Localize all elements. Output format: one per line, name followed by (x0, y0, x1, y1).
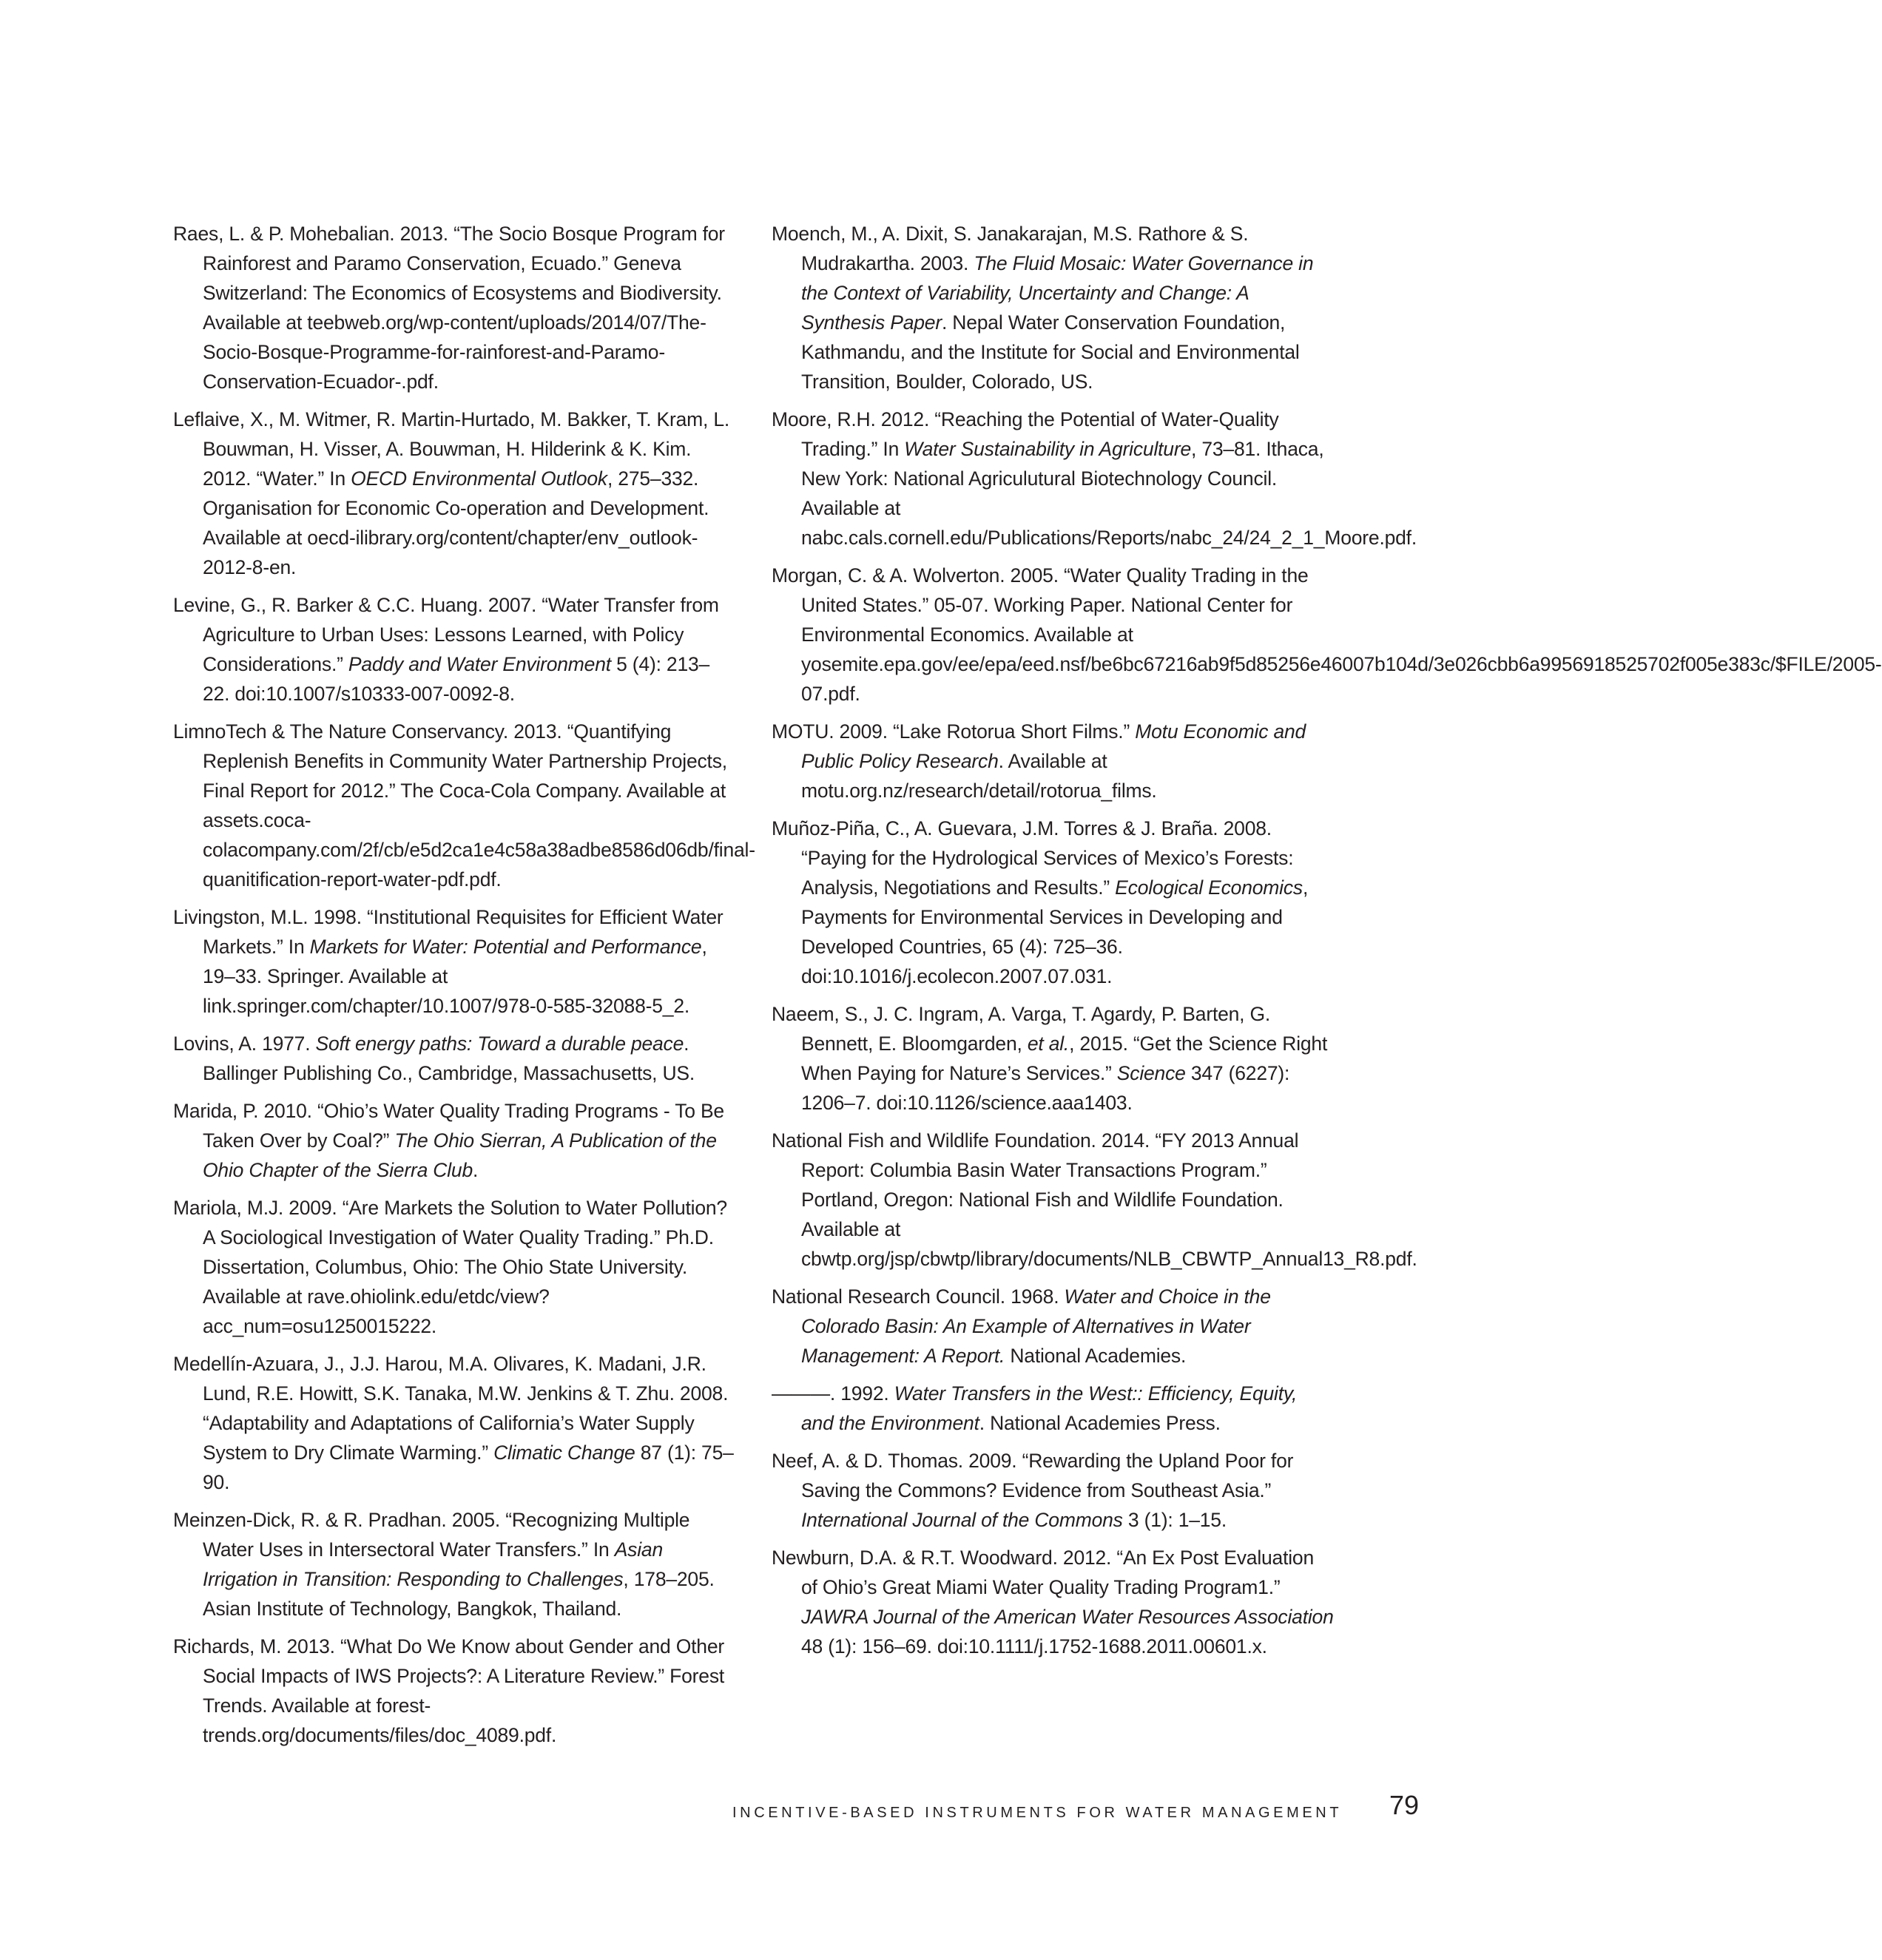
reference-entry (772, 1379, 1334, 1438)
reference-italic-title: Water Transfers in the West:: Efficiency, Equity, and the Environment (801, 1382, 1298, 1434)
reference-text: Levine, G., R. Barker & C.C. Huang. 2007. “Water Transfer from Agriculture to Urban Uses: Lessons Learned, with Policy Considerations.” (173, 594, 719, 675)
reference-text: 5 (4): 213–22. doi:10.1007/s10333-007-0092-8. (203, 653, 710, 705)
reference-text: Raes, L. & P. Mohebalian. 2013. “The Socio Bosque Program for Rainforest and Paramo Conservation, Ecuado.” Geneva Switzerland: The Economics of Ecosystems and Biodiversity. Available at teebweb.org/wp-content/uploads/2014/07/The-Socio-Bosque-Programme-for-rainforest-and-Paramo-Conservation-Ecuador-.pdf. (173, 223, 725, 393)
reference-text: , 275–332. Organisation for Economic Co-operation and Development. Available at oecd-ilibrary.org/content/chapter/env_outlook-2012-8-en. (203, 467, 709, 578)
reference-entry (173, 405, 735, 582)
reference-text: . (473, 1159, 479, 1181)
reference-italic-title: Science (1116, 1062, 1186, 1084)
reference-text: , Payments for Environmental Services in Developing and Developed Countries, 65 (4): 725–36. doi:10.1016/j.ecolecon.2007.07.031. (801, 876, 1309, 987)
reference-entry (772, 405, 1417, 552)
reference-entry (173, 902, 735, 1021)
reference-text: . Ballinger Publishing Co., Cambridge, Massachusetts, US. (203, 1033, 695, 1084)
reference-entry (173, 1505, 735, 1623)
reference-entry (772, 999, 1334, 1118)
reference-text: Mariola, M.J. 2009. “Are Markets the Solution to Water Pollution? A Sociological Investigation of Water Quality Trading.” Ph.D. Dissertation, Columbus, Ohio: The Ohio State University. Available at rave.ohiolink.edu/etdc/view?acc_num=osu1250015222. (173, 1197, 727, 1337)
reference-text: 347 (6227): 1206–7. doi:10.1126/science.aaa1403. (801, 1062, 1290, 1114)
reference-italic-title: Paddy and Water Environment (348, 653, 611, 675)
reference-text: 48 (1): 156–69. doi:10.1111/j.1752-1688.2011.00601.x. (801, 1635, 1267, 1657)
reference-text: Naeem, S., J. C. Ingram, A. Varga, T. Agardy, P. Barten, G. Bennett, E. Bloomgarden, (772, 1003, 1271, 1055)
reference-text: National Fish and Wildlife Foundation. 2014. “FY 2013 Annual Report: Columbia Basin Water Transactions Program.” Portland, Oregon: National Fish and Wildlife Foundation. Available at cbwtp.org/jsp/cbwtp/library/documents/NLB_CBWTP_Annual13_R8.pdf. (772, 1129, 1417, 1270)
reference-entry (173, 1349, 735, 1497)
reference-text: Livingston, M.L. 1998. “Institutional Requisites for Efficient Water Markets.” In (173, 906, 724, 958)
reference-text: ———. 1992. (772, 1382, 894, 1405)
reference-italic-title: Soft energy paths: Toward a durable peace (315, 1033, 684, 1055)
reference-text: Marida, P. 2010. “Ohio’s Water Quality Trading Programs - To Be Taken Over by Coal?” (173, 1100, 724, 1152)
reference-text: , 178–205. Asian Institute of Technology, Bangkok, Thailand. (203, 1568, 715, 1620)
reference-text: 3 (1): 1–15. (1122, 1509, 1227, 1531)
reference-text: Muñoz-Piña, C., A. Guevara, J.M. Torres & J. Braña. 2008. “Paying for the Hydrological Services of Mexico’s Forests: Analysis, Negotiations and Results.” (772, 817, 1294, 899)
reference-text: , 2015. “Get the Science Right When Paying for Nature’s Services.” (801, 1033, 1328, 1084)
reference-text: LimnoTech & The Nature Conservancy. 2013. “Quantifying Replenish Benefits in Community Water Partnership Projects, Final Report for 2012.” The Coca-Cola Company. Available at assets.coca-colacompany.com/2f/cb/e5d2ca1e4c58a38adbe8586d06db/final-quanitification-report-water-pdf.pdf. (173, 720, 755, 891)
reference-text: . Available at motu.org.nz/research/detail/rotorua_films. (801, 750, 1157, 802)
reference-text: Moore, R.H. 2012. “Reaching the Potential of Water-Quality Trading.” In (772, 408, 1279, 460)
reference-entry (173, 1096, 735, 1185)
reference-text: Moench, M., A. Dixit, S. Janakarajan, M.S. Rathore & S. Mudrakartha. 2003. (772, 223, 1249, 274)
reference-entry (772, 1282, 1334, 1371)
reference-italic-title: OECD Environmental Outlook (351, 467, 607, 490)
reference-italic-title: International Journal of the Commons (801, 1509, 1123, 1531)
reference-italic-title: Water Sustainability in Agriculture (904, 438, 1192, 460)
reference-text: . National Academies Press. (979, 1412, 1221, 1434)
reference-entry (772, 1543, 1334, 1661)
reference-column-right (772, 219, 1882, 1669)
reference-italic-title: The Fluid Mosaic: Water Governance in the Context of Variability, Uncertainty and Change: A Synthesis Paper (801, 252, 1314, 334)
reference-text: MOTU. 2009. “Lake Rotorua Short Films.” (772, 720, 1136, 743)
reference-entry (173, 1193, 735, 1341)
reference-entry (772, 1126, 1417, 1274)
reference-text: Newburn, D.A. & R.T. Woodward. 2012. “An Ex Post Evaluation of Ohio’s Great Miami Water Quality Trading Program1.” (772, 1547, 1315, 1598)
reference-entry (772, 717, 1334, 805)
reference-italic-title: Markets for Water: Potential and Performance (309, 936, 702, 958)
reference-entry (173, 1632, 735, 1750)
reference-italic-title: Water and Choice in the Colorado Basin: An Example of Alternatives in Water Management: A Report. (801, 1285, 1271, 1367)
reference-entry (173, 219, 735, 396)
reference-entry (772, 814, 1334, 991)
reference-entry (772, 561, 1882, 709)
reference-italic-title: JAWRA Journal of the American Water Resources Association (801, 1606, 1334, 1628)
reference-text: Morgan, C. & A. Wolverton. 2005. “Water Quality Trading in the United States.” 05-07. Working Paper. National Center for Environmental Economics. Available at yosemite.epa.gov/ee/epa/eed.nsf/be6bc67216ab9f5d85256e46007b104d/3e026cbb6a9956918525702f005e383c/$FILE/2005-07.pdf. (772, 564, 1882, 705)
reference-text: Lovins, A. 1977. (173, 1033, 316, 1055)
reference-column-left (173, 219, 755, 1758)
reference-entry (173, 1029, 735, 1088)
reference-italic-title: Motu Economic and Public Policy Research (801, 720, 1306, 772)
reference-text: , 19–33. Springer. Available at link.springer.com/chapter/10.1007/978-0-585-32088-5_2. (203, 936, 707, 1017)
reference-text: Medellín-Azuara, J., J.J. Harou, M.A. Olivares, K. Madani, J.R. Lund, R.E. Howitt, S.K. Tanaka, M.W. Jenkins & T. Zhu. 2008. “Adaptability and Adaptations of California’s Water Supply System to Dry Climate Warming.” (173, 1353, 729, 1464)
reference-text: Meinzen-Dick, R. & R. Pradhan. 2005. “Recognizing Multiple Water Uses in Intersectoral Water Transfers.” In (173, 1509, 690, 1561)
reference-text: National Academies. (1005, 1345, 1187, 1367)
reference-italic-title: Asian Irrigation in Transition: Responding to Challenges (203, 1538, 663, 1590)
reference-text: Neef, A. & D. Thomas. 2009. “Rewarding the Upland Poor for Saving the Commons? Evidence from Southeast Asia.” (772, 1450, 1294, 1501)
reference-entry (772, 1446, 1334, 1535)
reference-entry (772, 219, 1334, 396)
page-number: 79 (1389, 1790, 1420, 1820)
reference-italic-title: The Ohio Sierran, A Publication of the Ohio Chapter of the Sierra Club (203, 1129, 717, 1181)
reference-text: Leflaive, X., M. Witmer, R. Martin-Hurtado, M. Bakker, T. Kram, L. Bouwman, H. Visser, A. Bouwman, H. Hilderink & K. Kim. 2012. “Water.” In (173, 408, 730, 490)
reference-text: National Research Council. 1968. (772, 1285, 1065, 1308)
reference-entry (173, 717, 755, 894)
reference-text: . Nepal Water Conservation Foundation, Kathmandu, and the Institute for Social and Environmental Transition, Boulder, Colorado, US. (801, 311, 1300, 393)
reference-italic-title: Ecological Economics (1115, 876, 1303, 899)
reference-text: , 73–81. Ithaca, New York: National Agriculutural Biotechnology Council. Available at nabc.cals.cornell.edu/Publications/Reports/nabc_24/24_2_1_Moore.pdf. (801, 438, 1417, 549)
running-footer-title: INCENTIVE-BASED INSTRUMENTS FOR WATER MANAGEMENT (732, 1805, 1343, 1821)
reference-entry (173, 590, 735, 709)
reference-italic-title: et al. (1027, 1033, 1070, 1055)
reference-italic-title: Climatic Change (493, 1442, 635, 1464)
reference-text: Richards, M. 2013. “What Do We Know about Gender and Other Social Impacts of IWS Projects?: A Literature Review.” Forest Trends. Available at forest-trends.org/documents/files/doc_4089.pdf. (173, 1635, 725, 1746)
reference-text: 87 (1): 75–90. (203, 1442, 734, 1493)
